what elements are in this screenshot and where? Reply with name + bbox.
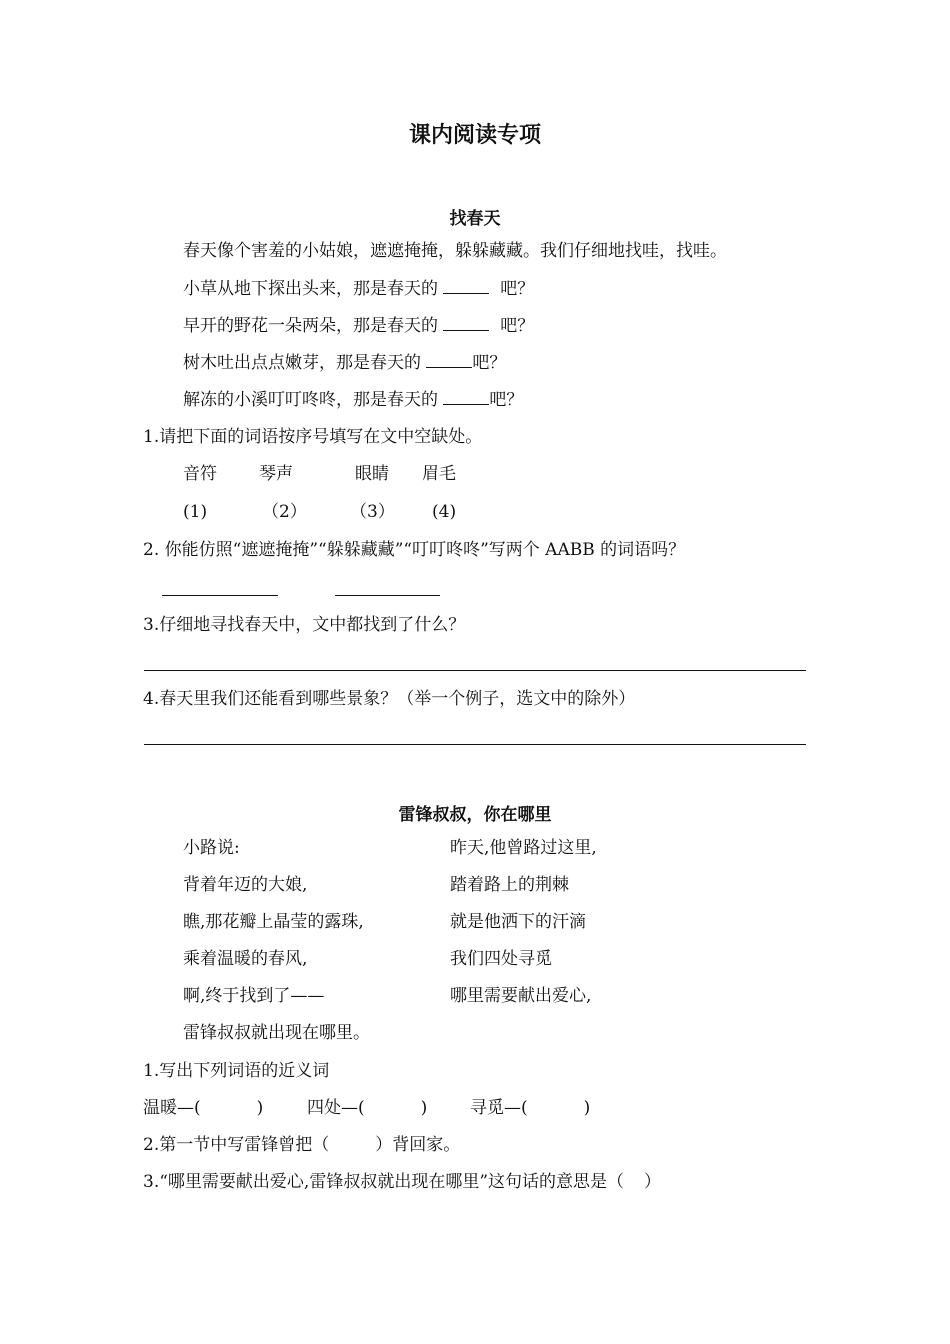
answer-blank[interactable] <box>443 314 489 331</box>
poem-line-right: 就是他洒下的汗滴 <box>450 912 586 932</box>
synonym-item: 寻觅—( ) <box>470 1098 591 1118</box>
question-3: 3.“哪里需要献出爱心,雷锋叔叔就出现在哪里”这句话的意思是（ ） <box>143 1172 662 1192</box>
question-3: 3.仔细地寻找春天中，文中都找到了什么？ <box>143 615 466 635</box>
section-heading-find-spring: 找春天 <box>449 209 501 229</box>
poem-line-left: 雷锋叔叔就出现在哪里。 <box>183 1023 370 1043</box>
poem-line-right: 昨天,他曾路过这里, <box>450 838 597 858</box>
word-option: 音符 <box>183 464 217 484</box>
answer-line[interactable] <box>335 595 440 596</box>
poem-line-left: 瞧,那花瓣上晶莹的露珠, <box>183 912 364 932</box>
poem-line-left: 背着年迈的大娘, <box>183 875 308 895</box>
passage-line: 早开的野花一朵两朵，那是春天的 吧？ <box>183 316 535 336</box>
section-heading-lei-feng: 雷锋叔叔，你在哪里 <box>398 805 552 825</box>
poem-line-left: 乘着温暖的春风, <box>183 949 308 969</box>
answer-line[interactable] <box>144 670 806 671</box>
poem-line-right: 我们四处寻觅 <box>450 949 552 969</box>
question-2: 2.第一节中写雷锋曾把（ ）背回家。 <box>143 1135 461 1155</box>
synonym-item: 温暖—( ) <box>143 1098 264 1118</box>
passage-line: 解冻的小溪叮叮咚咚，那是春天的 吧？ <box>183 390 524 410</box>
word-number: (1) <box>183 502 208 522</box>
question-1: 1.请把下面的词语按序号填写在文中空缺处。 <box>143 427 483 447</box>
word-option: 眉毛 <box>422 464 456 484</box>
poem-line-left: 小路说: <box>183 838 240 858</box>
poem-line-left: 啊,终于找到了—— <box>183 986 325 1006</box>
question-4: 4.春天里我们还能看到哪些景象？（举一个例子，选文中的除外） <box>143 689 636 709</box>
word-number: (4) <box>432 502 457 522</box>
word-option: 琴声 <box>259 464 293 484</box>
answer-blank[interactable] <box>443 277 489 294</box>
passage-line: 小草从地下探出头来，那是春天的 吧？ <box>183 279 535 299</box>
poem-line-right: 哪里需要献出爱心, <box>450 986 592 1006</box>
passage-line: 春天像个害羞的小姑娘，遮遮掩掩，躲躲藏藏。我们仔细地找哇，找哇。 <box>183 241 727 261</box>
word-number: （3） <box>350 502 395 522</box>
synonym-item: 四处—( ) <box>307 1098 428 1118</box>
passage-line: 树木吐出点点嫩芽，那是春天的 吧？ <box>183 353 507 373</box>
question-1: 1.写出下列词语的近义词 <box>143 1061 330 1081</box>
word-number: （2） <box>262 502 307 522</box>
page-title: 课内阅读专项 <box>408 123 541 148</box>
poem-line-right: 踏着路上的荆棘 <box>450 875 569 895</box>
answer-line[interactable] <box>162 595 278 596</box>
answer-line[interactable] <box>144 744 806 745</box>
answer-blank[interactable] <box>443 388 489 405</box>
answer-blank[interactable] <box>426 351 472 368</box>
word-option: 眼睛 <box>355 464 389 484</box>
question-2: 2. 你能仿照“遮遮掩掩”“躲躲藏藏”“叮叮咚咚”写两个 AABB 的词语吗？ <box>143 540 686 560</box>
